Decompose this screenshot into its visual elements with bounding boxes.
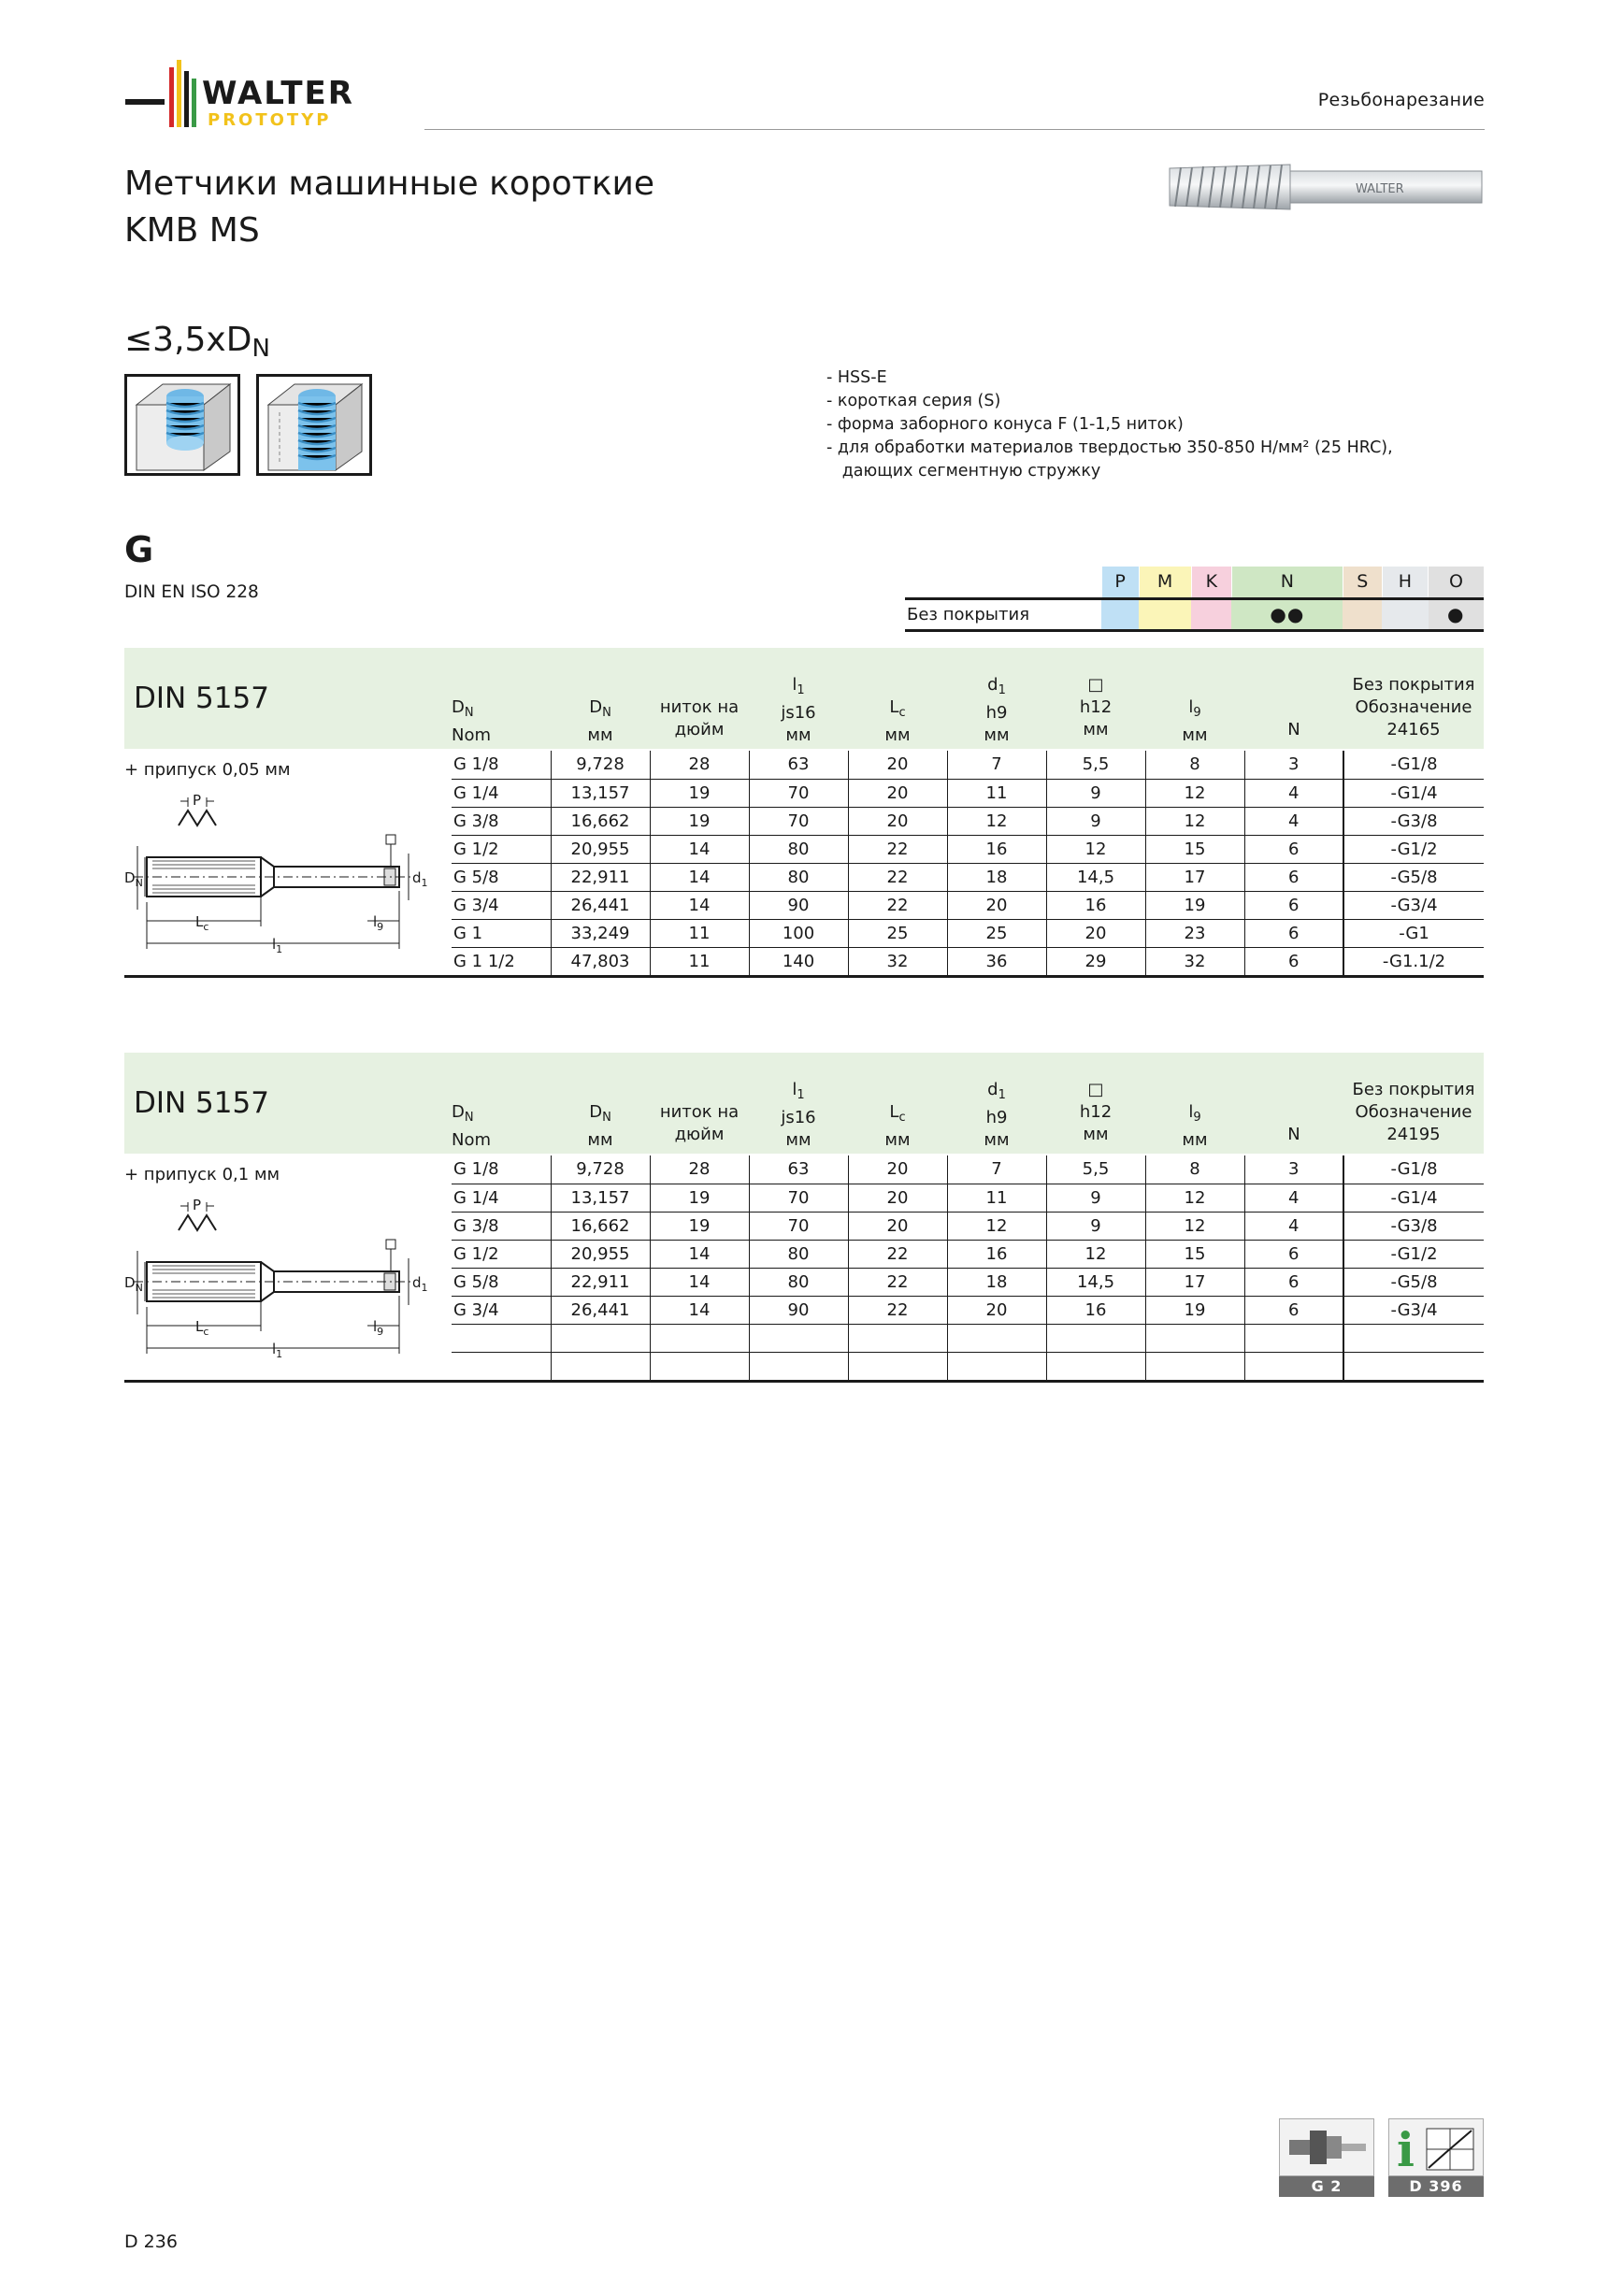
table-cell: G 1: [452, 919, 551, 947]
col-dn-mm: $D_N$ мм: [587, 697, 613, 745]
material-k-header: K: [1191, 567, 1231, 598]
table-cell: 14: [650, 863, 749, 891]
table-row: [452, 1212, 1484, 1240]
svg-text:d1: $d_1$: [412, 1274, 428, 1294]
table-cell: 6: [1244, 1268, 1343, 1296]
col-d1: $d_1$ h9 мм: [984, 675, 1010, 745]
table-row: [452, 1240, 1484, 1268]
blind-hole-icon: [124, 374, 240, 476]
table-cell: G 1/8: [452, 1155, 551, 1184]
table-cell: 12: [1145, 807, 1244, 835]
table-cell: [1244, 1324, 1343, 1352]
table-cell: 12: [1145, 1184, 1244, 1212]
table-cell: 12: [1046, 1240, 1145, 1268]
table-cell: 19: [650, 1212, 749, 1240]
table-cell: 4: [1244, 1184, 1343, 1212]
table-cell: 8: [1145, 1155, 1244, 1184]
table-cell: [650, 1352, 749, 1380]
table-cell: 14: [650, 891, 749, 919]
table-cell: [551, 1324, 650, 1352]
svg-text:WALTER: WALTER: [1356, 182, 1404, 196]
tap-dimension-diagram: [124, 788, 442, 975]
table-cell: 18: [947, 863, 1046, 891]
table-cell: -G1/8: [1343, 751, 1484, 779]
table-cell: -G3/8: [1343, 807, 1484, 835]
col-designation: Без покрытия Обозначение 24195: [1343, 1079, 1484, 1146]
table-cell: 16: [947, 1240, 1046, 1268]
table-cell: 3: [1244, 751, 1343, 779]
table-cell: 19: [650, 807, 749, 835]
table-cell: -G1: [1343, 919, 1484, 947]
through-hole-icon: [256, 374, 372, 476]
table-cell: 80: [749, 863, 848, 891]
table-cell: G 1/8: [452, 751, 551, 779]
table-row: [452, 1352, 1484, 1380]
table-cell: 22: [848, 1268, 947, 1296]
order-number: 24195: [1386, 1125, 1441, 1144]
table-cell: 20,955: [551, 1240, 650, 1268]
table-cell: 11: [947, 779, 1046, 807]
table-cell: 19: [650, 779, 749, 807]
table-cell: 19: [650, 1184, 749, 1212]
table-cell: 80: [749, 1268, 848, 1296]
table-cell: 20: [1046, 919, 1145, 947]
table-cell: [452, 1324, 551, 1352]
table-cell: 7: [947, 751, 1046, 779]
table-cell: 20: [848, 751, 947, 779]
tool-holder-icon: [1279, 2118, 1374, 2176]
table-cell: 17: [1145, 1268, 1244, 1296]
material-group-table: [905, 567, 1484, 632]
din-standard: DIN 5157: [134, 682, 269, 715]
table-cell: 8: [1145, 751, 1244, 779]
table-cell: 20,955: [551, 835, 650, 863]
table-cell: 70: [749, 779, 848, 807]
col-n: N: [1287, 1125, 1300, 1144]
table-cell: 7: [947, 1155, 1046, 1184]
table-cell: -G5/8: [1343, 863, 1484, 891]
table-cell: 36: [947, 947, 1046, 975]
table-cell: 11: [947, 1184, 1046, 1212]
table-cell: -G3/4: [1343, 891, 1484, 919]
table-cell: G 1/4: [452, 779, 551, 807]
table-bottom-rule: [124, 975, 1484, 978]
feature-item: - форма заборного конуса F (1-1,5 ниток): [826, 415, 1184, 434]
col-l9: $l_9$ мм: [1182, 697, 1208, 745]
ref-tag: D 396: [1388, 2176, 1484, 2197]
table-cell: 9: [1046, 1212, 1145, 1240]
table-cell: -G1/4: [1343, 779, 1484, 807]
table-cell: 9: [1046, 779, 1145, 807]
table-cell: -G1/2: [1343, 835, 1484, 863]
col-dn-nom: $D_N$ Nom: [452, 1102, 492, 1150]
table-cell: [947, 1352, 1046, 1380]
table-cell: 28: [650, 751, 749, 779]
tap-product-image: [1164, 159, 1487, 215]
table-cell: 20: [947, 1296, 1046, 1324]
header-divider: [424, 129, 1485, 130]
order-number: 24165: [1386, 720, 1441, 739]
table-cell: 16: [1046, 891, 1145, 919]
depth-sub: N: [251, 335, 270, 363]
table-cell: 20: [848, 1212, 947, 1240]
table-cell: 6: [1244, 891, 1343, 919]
material-s-suitability: [1343, 598, 1382, 630]
svg-text:d1: $d_1$: [412, 869, 428, 889]
table-cell: 12: [947, 1212, 1046, 1240]
table-cell: [1343, 1324, 1484, 1352]
table-cell: -G1/8: [1343, 1155, 1484, 1184]
tap-data-table: [452, 751, 1484, 976]
table-cell: 13,157: [551, 1184, 650, 1212]
table-cell: 19: [1145, 1296, 1244, 1324]
table-header: [124, 648, 1484, 749]
table-cell: 70: [749, 1184, 848, 1212]
table-cell: 9,728: [551, 1155, 650, 1184]
table-cell: 33,249: [551, 919, 650, 947]
table-cell: 22,911: [551, 1268, 650, 1296]
table-cell: 47,803: [551, 947, 650, 975]
material-m-suitability: [1139, 598, 1191, 630]
col-designation: Без покрытия Обозначение 24165: [1343, 674, 1484, 741]
table-cell: 12: [1145, 1212, 1244, 1240]
table-cell: [848, 1324, 947, 1352]
coating-label: Без покрытия: [905, 598, 1101, 630]
table-row: [452, 863, 1484, 891]
table-cell: G 1/2: [452, 1240, 551, 1268]
din-standard: DIN 5157: [134, 1086, 269, 1120]
thread-standard: DIN EN ISO 228: [124, 582, 259, 602]
table-cell: 14: [650, 1296, 749, 1324]
table-cell: 16: [1046, 1296, 1145, 1324]
table-cell: 14,5: [1046, 1268, 1145, 1296]
table-cell: [551, 1352, 650, 1380]
svg-text:Lc: $L_c$: [195, 1318, 209, 1338]
table-cell: 22,911: [551, 863, 650, 891]
col-l1: $l_1$ js16 мм: [781, 1080, 816, 1150]
col-dn-mm: $D_N$ мм: [587, 1102, 613, 1150]
table-cell: 90: [749, 891, 848, 919]
table-cell: 20: [848, 1155, 947, 1184]
table-cell: [749, 1324, 848, 1352]
feature-item: дающих сегментную стружку: [826, 462, 1101, 481]
table-cell: -G1/2: [1343, 1240, 1484, 1268]
table-cell: 29: [1046, 947, 1145, 975]
table-cell: 28: [650, 1155, 749, 1184]
table-cell: 5,5: [1046, 1155, 1145, 1184]
table-cell: G 1/2: [452, 835, 551, 863]
title-line-1: Метчики машинные короткие: [124, 165, 654, 203]
table-row: [452, 1155, 1484, 1184]
table-cell: 23: [1145, 919, 1244, 947]
table-cell: G 3/4: [452, 1296, 551, 1324]
table-cell: 26,441: [551, 891, 650, 919]
allowance-note: + припуск 0,05 мм: [124, 760, 291, 780]
col-l1: $l_1$ js16 мм: [781, 675, 816, 745]
table-cell: 63: [749, 1155, 848, 1184]
material-m-header: M: [1139, 567, 1191, 598]
table-cell: -G3/8: [1343, 1212, 1484, 1240]
table-cell: [452, 1352, 551, 1380]
col-dn-nom: $D_N$ Nom: [452, 697, 492, 745]
table-row: [452, 751, 1484, 779]
table-cell: 15: [1145, 1240, 1244, 1268]
table-cell: 14,5: [1046, 863, 1145, 891]
feature-item: - HSS-E: [826, 368, 887, 387]
table-row: [452, 1184, 1484, 1212]
table-cell: 9,728: [551, 751, 650, 779]
material-n-suitability: ●●: [1231, 598, 1343, 630]
table-cell: G 5/8: [452, 1268, 551, 1296]
col-d1: $d_1$ h9 мм: [984, 1080, 1010, 1150]
depth-prefix: ≤3,5xD: [124, 321, 252, 359]
svg-text:Lc: $L_c$: [195, 913, 209, 933]
table-row: [452, 919, 1484, 947]
table-cell: 32: [848, 947, 947, 975]
table-cell: [1046, 1324, 1145, 1352]
table-cell: 22: [848, 835, 947, 863]
material-p-suitability: [1101, 598, 1139, 630]
table-cell: 70: [749, 1212, 848, 1240]
table-cell: 6: [1244, 835, 1343, 863]
material-o-header: O: [1429, 567, 1484, 598]
feature-item: - короткая серия (S): [826, 392, 1001, 410]
feature-item: - для обработки материалов твердостью 350-850 Н/мм² (25 HRC),: [826, 438, 1393, 457]
material-o-suitability: ●: [1429, 598, 1484, 630]
table-row: [452, 1324, 1484, 1352]
table-row: [452, 1296, 1484, 1324]
material-h-suitability: [1382, 598, 1428, 630]
table-row: [452, 835, 1484, 863]
material-k-suitability: [1191, 598, 1231, 630]
table-cell: 6: [1244, 947, 1343, 975]
table-cell: 20: [848, 807, 947, 835]
table-cell: 26,441: [551, 1296, 650, 1324]
table-cell: 100: [749, 919, 848, 947]
table-cell: 80: [749, 835, 848, 863]
table-cell: 4: [1244, 779, 1343, 807]
title-line-2: KMB MS: [124, 211, 260, 250]
table-cell: G 3/8: [452, 807, 551, 835]
info-chart-icon: [1388, 2118, 1484, 2176]
table-cell: [1244, 1352, 1343, 1380]
ref-g2[interactable]: [1279, 2118, 1374, 2197]
table-cell: [947, 1324, 1046, 1352]
allowance-note: + припуск 0,1 мм: [124, 1165, 280, 1184]
tap-dimension-diagram: [124, 1193, 442, 1380]
table-row: [452, 947, 1484, 975]
svg-text:l9: $l_9$: [373, 1318, 384, 1338]
table-cell: 5,5: [1046, 751, 1145, 779]
table-cell: 14: [650, 1240, 749, 1268]
table-cell: 90: [749, 1296, 848, 1324]
svg-text:l9: $l_9$: [373, 913, 384, 933]
tap-data-table: [452, 1155, 1484, 1381]
table-cell: 25: [848, 919, 947, 947]
table-cell: [1145, 1324, 1244, 1352]
section-label: Резьбонарезание: [1317, 90, 1485, 110]
feature-list: [826, 366, 1393, 483]
table-cell: [848, 1352, 947, 1380]
table-cell: 6: [1244, 1240, 1343, 1268]
table-cell: 22: [848, 863, 947, 891]
table-cell: 20: [947, 891, 1046, 919]
table-cell: G 3/8: [452, 1212, 551, 1240]
table-cell: 22: [848, 1296, 947, 1324]
table-cell: 6: [1244, 919, 1343, 947]
brand-sub: PROTOTYP: [208, 110, 332, 130]
table-cell: 22: [848, 1240, 947, 1268]
material-s-header: S: [1343, 567, 1382, 598]
page-title: [124, 161, 654, 254]
table-cell: 11: [650, 947, 749, 975]
table-row: [452, 1268, 1484, 1296]
table-cell: 4: [1244, 807, 1343, 835]
table-cell: 16,662: [551, 807, 650, 835]
col-l9: $l_9$ мм: [1182, 1102, 1208, 1150]
table-bottom-rule: [124, 1380, 1484, 1383]
table-cell: 12: [1145, 779, 1244, 807]
col-square: □ h12 мм: [1079, 675, 1113, 739]
table-cell: 17: [1145, 863, 1244, 891]
table-cell: 14: [650, 835, 749, 863]
ref-tag: G 2: [1279, 2176, 1374, 2197]
svg-text:l1: $l_1$: [272, 936, 283, 955]
depth-capability: [124, 321, 270, 363]
col-lc: $L_c$ мм: [884, 697, 911, 745]
table-cell: 3: [1244, 1155, 1343, 1184]
svg-text:DN: $D_N$: [124, 869, 143, 889]
table-cell: 6: [1244, 863, 1343, 891]
table-cell: 16: [947, 835, 1046, 863]
table-cell: 16,662: [551, 1212, 650, 1240]
table-cell: 20: [848, 779, 947, 807]
table-cell: G 5/8: [452, 863, 551, 891]
material-n-header: N: [1231, 567, 1343, 598]
table-cell: G 3/4: [452, 891, 551, 919]
table-cell: 12: [947, 807, 1046, 835]
table-cell: 70: [749, 807, 848, 835]
thread-type: G: [124, 529, 154, 570]
table-cell: [650, 1324, 749, 1352]
table-cell: 6: [1244, 1296, 1343, 1324]
table-cell: 140: [749, 947, 848, 975]
table-cell: 80: [749, 1240, 848, 1268]
table-cell: 11: [650, 919, 749, 947]
table-cell: 4: [1244, 1212, 1343, 1240]
table-cell: 25: [947, 919, 1046, 947]
ref-d396[interactable]: [1388, 2118, 1484, 2197]
table-cell: -G1/4: [1343, 1184, 1484, 1212]
material-p-header: P: [1101, 567, 1139, 598]
table-cell: G 1/4: [452, 1184, 551, 1212]
table-cell: 19: [1145, 891, 1244, 919]
svg-text:P: P: [193, 1197, 202, 1213]
table-header: [124, 1053, 1484, 1154]
table-cell: [749, 1352, 848, 1380]
table-cell: [1046, 1352, 1145, 1380]
table-row: [452, 779, 1484, 807]
table-cell: [1343, 1352, 1484, 1380]
table-cell: G 1 1/2: [452, 947, 551, 975]
material-h-header: H: [1382, 567, 1428, 598]
table-cell: 22: [848, 891, 947, 919]
table-cell: 18: [947, 1268, 1046, 1296]
table-cell: 13,157: [551, 779, 650, 807]
svg-text:P: P: [193, 792, 202, 809]
col-threads-per-inch: ниток на дюйм: [659, 697, 740, 739]
table-cell: 14: [650, 1268, 749, 1296]
table-cell: 20: [848, 1184, 947, 1212]
table-cell: -G1.1/2: [1343, 947, 1484, 975]
page-number: D 236: [124, 2231, 178, 2252]
table-cell: 63: [749, 751, 848, 779]
col-lc: $L_c$ мм: [884, 1102, 911, 1150]
col-n: N: [1287, 720, 1300, 739]
table-row: [452, 807, 1484, 835]
walter-prototyp-logo: [125, 60, 406, 135]
table-cell: 9: [1046, 1184, 1145, 1212]
table-cell: [1145, 1352, 1244, 1380]
table-cell: -G5/8: [1343, 1268, 1484, 1296]
table-cell: -G3/4: [1343, 1296, 1484, 1324]
svg-text:l1: $l_1$: [272, 1341, 283, 1360]
table-cell: 15: [1145, 835, 1244, 863]
table-cell: 12: [1046, 835, 1145, 863]
brand-main: WALTER: [202, 75, 354, 112]
col-threads-per-inch: ниток на дюйм: [659, 1102, 740, 1144]
table-cell: 9: [1046, 807, 1145, 835]
table-row: [452, 891, 1484, 919]
svg-text:DN: $D_N$: [124, 1274, 143, 1294]
col-square: □ h12 мм: [1079, 1080, 1113, 1144]
svg-text:i: i: [1397, 2122, 1415, 2175]
table-cell: 32: [1145, 947, 1244, 975]
